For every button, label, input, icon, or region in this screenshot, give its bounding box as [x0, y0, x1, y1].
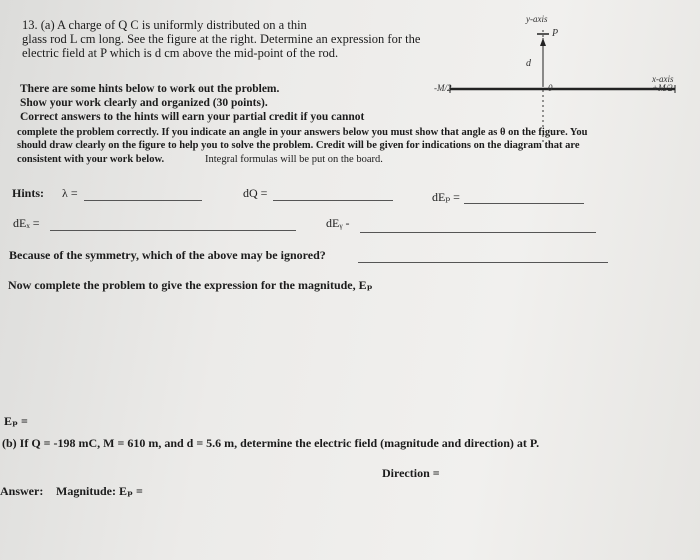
point-p-label: P: [552, 28, 559, 39]
complete-instruction: Now complete the problem to give the expression for the magnitude, Eₚ: [8, 278, 373, 292]
hints-intro-line-6b: Integral formulas will be put on the board.: [205, 154, 383, 165]
dep-answer-line[interactable]: [464, 203, 584, 204]
answer-label: Answer:: [0, 484, 44, 498]
symmetry-question: Because of the symmetry, which of the above may be ignored?: [9, 248, 326, 262]
left-end-label: -M/2: [434, 83, 452, 93]
dep-label: dEₚ =: [432, 190, 460, 204]
lambda-answer-line[interactable]: [84, 200, 202, 201]
magnitude-label: Magnitude: Eₚ =: [56, 484, 143, 498]
distance-d-label: d: [526, 58, 531, 69]
d-arrow-head: [540, 38, 546, 46]
dex-answer-line[interactable]: [50, 230, 296, 231]
dey-label: dEᵧ -: [326, 216, 350, 230]
y-axis-label: y-axis: [526, 14, 548, 24]
hints-intro-line-1: There are some hints below to work out the problem.: [20, 83, 280, 95]
origin-label: 0: [548, 83, 553, 93]
problem-line-2: glass rod L cm long. See the figure at the right. Determine an expression for the: [22, 32, 421, 46]
dex-label: dEₓ =: [13, 216, 40, 230]
hints-intro-line-4: complete the problem correctly. If you indicate an angle in your answers below you must show that angle as θ on the figure. You: [17, 127, 588, 138]
hints-intro-line-6a: consistent with your work below.: [17, 154, 165, 165]
direction-label: Direction =: [382, 466, 440, 480]
hints-intro-line-3: Correct answers to the hints will earn your partial credit if you cannot: [20, 111, 365, 123]
symmetry-answer-line[interactable]: [358, 262, 608, 263]
problem-line-1: 13. (a) A charge of Q C is uniformly distributed on a thin: [22, 18, 307, 32]
right-end-label: +M/2: [652, 83, 673, 93]
problem-line-3: electric field at P which is d cm above the mid-point of the rod.: [22, 46, 339, 60]
dq-label: dQ =: [243, 186, 268, 200]
hints-intro-line-2: Show your work clearly and organized (30 points).: [20, 97, 268, 109]
hints-intro-line-5: should draw clearly on the figure to help you to solve the problem. Credit will be given for indications on the diagram that are: [17, 140, 580, 151]
dey-answer-line[interactable]: [360, 232, 596, 233]
part-b-question: (b) If Q = -198 mC, M = 610 m, and d = 5.6 m, determine the electric field (magnitude and direction) at P.: [2, 436, 540, 450]
lambda-label: λ =: [62, 186, 78, 200]
dq-answer-line[interactable]: [273, 200, 393, 201]
ep-label: Eₚ =: [4, 414, 28, 428]
x-axis-label: x-axis: [652, 74, 674, 84]
hints-label: Hints:: [12, 186, 45, 200]
